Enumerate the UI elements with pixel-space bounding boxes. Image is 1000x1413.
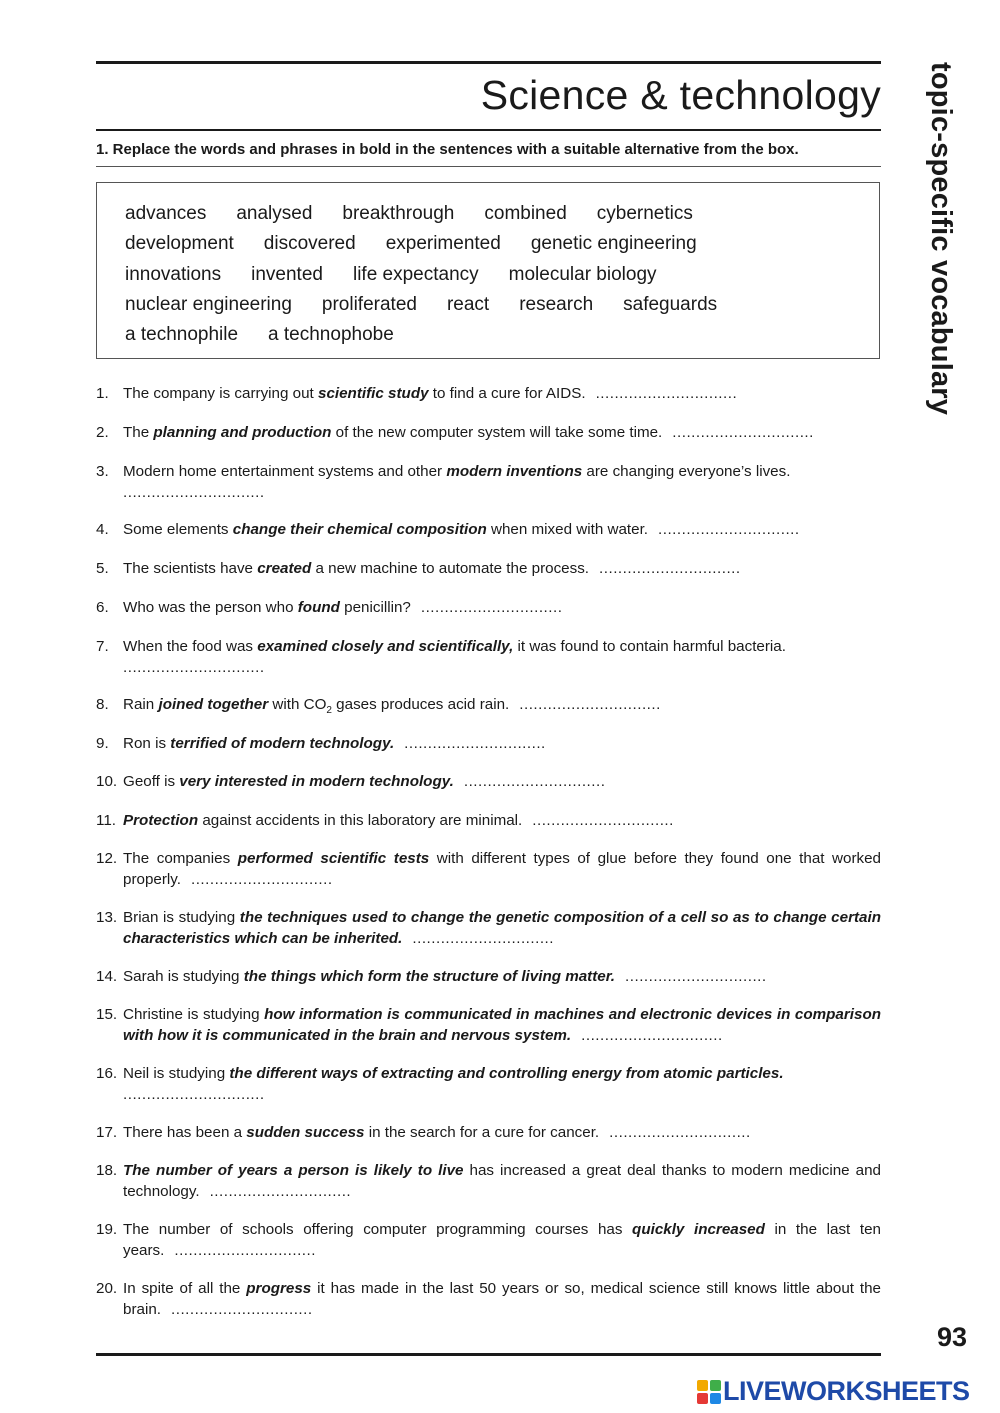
word-box-item: experimented (385, 233, 501, 255)
word-box-item: safeguards (623, 294, 718, 316)
question-number: 20. (96, 1280, 118, 1297)
question-number: 8. (96, 696, 109, 713)
answer-blank[interactable]: .............................. (595, 385, 738, 402)
question-text: The (123, 424, 154, 441)
question-item (96, 1279, 881, 1320)
word-box-item: combined (484, 203, 567, 225)
question-bold-phrase: modern inventions (446, 463, 583, 480)
question-text: The number of schools offering computer programming courses has (123, 1221, 633, 1238)
word-box (96, 182, 880, 359)
logo-mark-icon (697, 1380, 721, 1404)
word-box-item: proliferated (321, 294, 417, 316)
answer-blank[interactable]: .............................. (463, 773, 606, 790)
answer-blank[interactable]: .............................. (532, 812, 674, 829)
question-item (96, 811, 881, 832)
question-text: with CO (268, 696, 327, 713)
logo-text: LIVEWORKSHEETS (723, 1376, 970, 1406)
title-rule (96, 129, 881, 131)
answer-blank[interactable]: .............................. (174, 1241, 316, 1259)
question-bold-phrase: how information is communicated in machines and electronic devices in comparison with how it is communicated in the brain and nervous system. (123, 1006, 881, 1044)
answer-blank[interactable]: .............................. (581, 1026, 723, 1044)
word-box-item: a technophobe (268, 324, 394, 346)
question-bold-phrase: scientific study (318, 385, 429, 402)
question-number: 13. (96, 909, 118, 926)
logo-square (710, 1393, 721, 1404)
question-text: The scientists have (123, 560, 258, 577)
question-text: In spite of all the (123, 1280, 247, 1297)
question-item (96, 637, 881, 678)
question-bold-phrase: performed scientific tests (237, 850, 430, 867)
question-number: 2. (96, 424, 109, 441)
question-item (96, 1123, 881, 1144)
subscript: 2 (326, 705, 332, 717)
answer-blank[interactable]: .............................. (171, 1300, 313, 1318)
question-bold-phrase: change their chemical composition (232, 521, 487, 538)
word-box-item: nuclear engineering (125, 294, 292, 316)
word-box-item: innovations (125, 263, 222, 285)
question-item (96, 734, 881, 755)
question-text: The company is carrying out (123, 385, 318, 402)
question-text: against accidents in this laboratory are minimal. (198, 812, 523, 829)
answer-blank[interactable]: .............................. (123, 1085, 265, 1103)
answer-blank[interactable]: .............................. (190, 870, 333, 888)
word-box-item: molecular biology (508, 263, 657, 285)
question-number: 9. (96, 735, 109, 752)
answer-blank[interactable]: .............................. (672, 424, 814, 441)
word-box-item: advances (125, 203, 207, 225)
question-text: Geoff is (123, 773, 180, 790)
question-number: 19. (96, 1221, 118, 1238)
question-bold-phrase: the different ways of extracting and controlling energy from atomic particles. (229, 1065, 784, 1082)
question-bold-phrase: joined together (158, 696, 269, 713)
question-text: has increased a great deal thanks to modern medicine and technology. (123, 1162, 881, 1200)
question-item (96, 967, 881, 988)
word-box-item: breakthrough (342, 203, 455, 225)
answer-blank[interactable]: .............................. (609, 1124, 751, 1141)
word-box-item: life expectancy (352, 263, 479, 285)
question-text: Sarah is studying (123, 968, 244, 985)
question-text: it was found to contain harmful bacteria. (513, 638, 786, 655)
question-text: are changing everyone’s lives. (582, 463, 791, 480)
question-text: to find a cure for AIDS. (428, 385, 586, 402)
question-number: 15. (96, 1006, 118, 1023)
word-box-item: react (446, 294, 490, 316)
question-text: Rain (123, 696, 159, 713)
word-box-row (125, 320, 855, 350)
question-text: Christine is studying (123, 1006, 265, 1023)
question-text: in the last ten years. (123, 1221, 881, 1259)
logo-square (697, 1393, 708, 1404)
question-item (96, 1064, 881, 1105)
question-item (96, 695, 881, 722)
question-text: penicillin? (339, 599, 411, 616)
question-bold-phrase: planning and production (153, 424, 332, 441)
question-text: When the food was (123, 638, 258, 655)
logo-square (710, 1380, 721, 1391)
question-text: There has been a (123, 1124, 247, 1141)
question-text: when mixed with water. (486, 521, 649, 538)
word-box-item: cybernetics (596, 203, 693, 225)
question-bold-phrase: quickly increased (632, 1221, 765, 1238)
answer-blank[interactable]: .............................. (599, 560, 741, 577)
question-text: Neil is studying (123, 1065, 230, 1082)
question-bold-phrase: very interested in modern technology. (179, 773, 454, 790)
question-number: 12. (96, 850, 118, 867)
question-number: 18. (96, 1162, 118, 1179)
question-number: 7. (96, 638, 109, 655)
word-box-item: genetic engineering (530, 233, 697, 255)
answer-blank[interactable]: .............................. (404, 735, 546, 752)
question-text: a new machine to automate the process. (311, 560, 590, 577)
question-bold-phrase: examined closely and scientifically, (257, 638, 514, 655)
question-item (96, 1220, 881, 1261)
word-box-item: development (125, 233, 234, 255)
answer-blank[interactable]: .............................. (519, 696, 661, 713)
question-item (96, 520, 881, 541)
question-number: 5. (96, 560, 109, 577)
question-number: 3. (96, 463, 109, 480)
question-item (96, 598, 881, 619)
question-number: 10. (96, 773, 118, 790)
instruction-rule (96, 166, 881, 167)
question-item (96, 423, 881, 444)
question-text: of the new computer system will take some time. (331, 424, 663, 441)
question-bold-phrase: Protection (123, 812, 199, 829)
question-bold-phrase: created (257, 560, 312, 577)
question-item (96, 772, 881, 793)
question-item (96, 849, 881, 890)
question-number: 6. (96, 599, 109, 616)
question-text: with different types of glue before they found one that worked properly. (123, 850, 881, 888)
question-number: 16. (96, 1065, 118, 1082)
answer-blank[interactable]: .............................. (123, 483, 265, 501)
question-bold-phrase: the things which form the structure of living matter. (243, 968, 616, 985)
word-box-row (125, 290, 855, 320)
question-number: 4. (96, 521, 109, 538)
question-number: 14. (96, 968, 118, 985)
instruction-text: 1. Replace the words and phrases in bold in the sentences with a suitable alternative from the box. (96, 141, 799, 158)
bottom-rule (96, 1353, 881, 1356)
question-number: 11. (96, 812, 116, 829)
question-text: Who was the person who (123, 599, 298, 616)
question-bold-phrase: terrified of modern technology. (170, 735, 395, 752)
answer-blank[interactable]: .............................. (420, 599, 563, 616)
question-item (96, 1161, 881, 1202)
answer-blank[interactable]: .............................. (123, 658, 265, 676)
question-text: Modern home entertainment systems and other (123, 463, 447, 480)
answer-blank[interactable]: .............................. (412, 929, 554, 947)
word-box-item: a technophile (125, 324, 239, 346)
answer-blank[interactable]: .............................. (658, 521, 800, 538)
question-number: 1. (96, 385, 109, 402)
question-bold-phrase: found (297, 599, 340, 616)
page-title: Science & technology (480, 72, 881, 118)
word-box-item: discovered (263, 233, 356, 255)
question-item (96, 559, 881, 580)
question-number: 17. (96, 1124, 118, 1141)
word-box-item: invented (251, 263, 323, 285)
answer-blank[interactable]: .............................. (209, 1182, 352, 1200)
question-text: gases produces acid rain. (331, 696, 510, 713)
question-bold-phrase: progress (246, 1280, 312, 1297)
word-box-row (125, 229, 855, 259)
question-item (96, 384, 881, 405)
word-box-item: analysed (236, 203, 313, 225)
question-text: it has made in the last 50 years or so, medical science still knows little about the brain. (123, 1280, 881, 1318)
answer-blank[interactable]: .............................. (625, 968, 767, 985)
question-text: Some elements (123, 521, 233, 538)
question-bold-phrase: sudden success (246, 1124, 365, 1141)
question-text: Ron is (123, 735, 171, 752)
side-section-title: topic-specific vocabulary (925, 62, 957, 416)
word-box-row (125, 260, 855, 290)
question-bold-phrase: The number of years a person is likely to live (123, 1162, 464, 1179)
question-bold-phrase: the techniques used to change the genetic composition of a cell so as to change certain characteristics which can be inherited. (123, 909, 881, 947)
liveworksheets-logo[interactable] (697, 1376, 970, 1407)
question-item (96, 908, 881, 949)
question-item (96, 462, 881, 503)
word-box-row (125, 199, 855, 229)
logo-square (697, 1380, 708, 1391)
question-text: Brian is studying (123, 909, 240, 926)
word-box-item: research (519, 294, 594, 316)
question-text: in the search for a cure for cancer. (364, 1124, 600, 1141)
question-item (96, 1005, 881, 1046)
page-number: 93 (937, 1322, 968, 1352)
question-text: The companies (123, 850, 238, 867)
top-rule (96, 61, 881, 64)
